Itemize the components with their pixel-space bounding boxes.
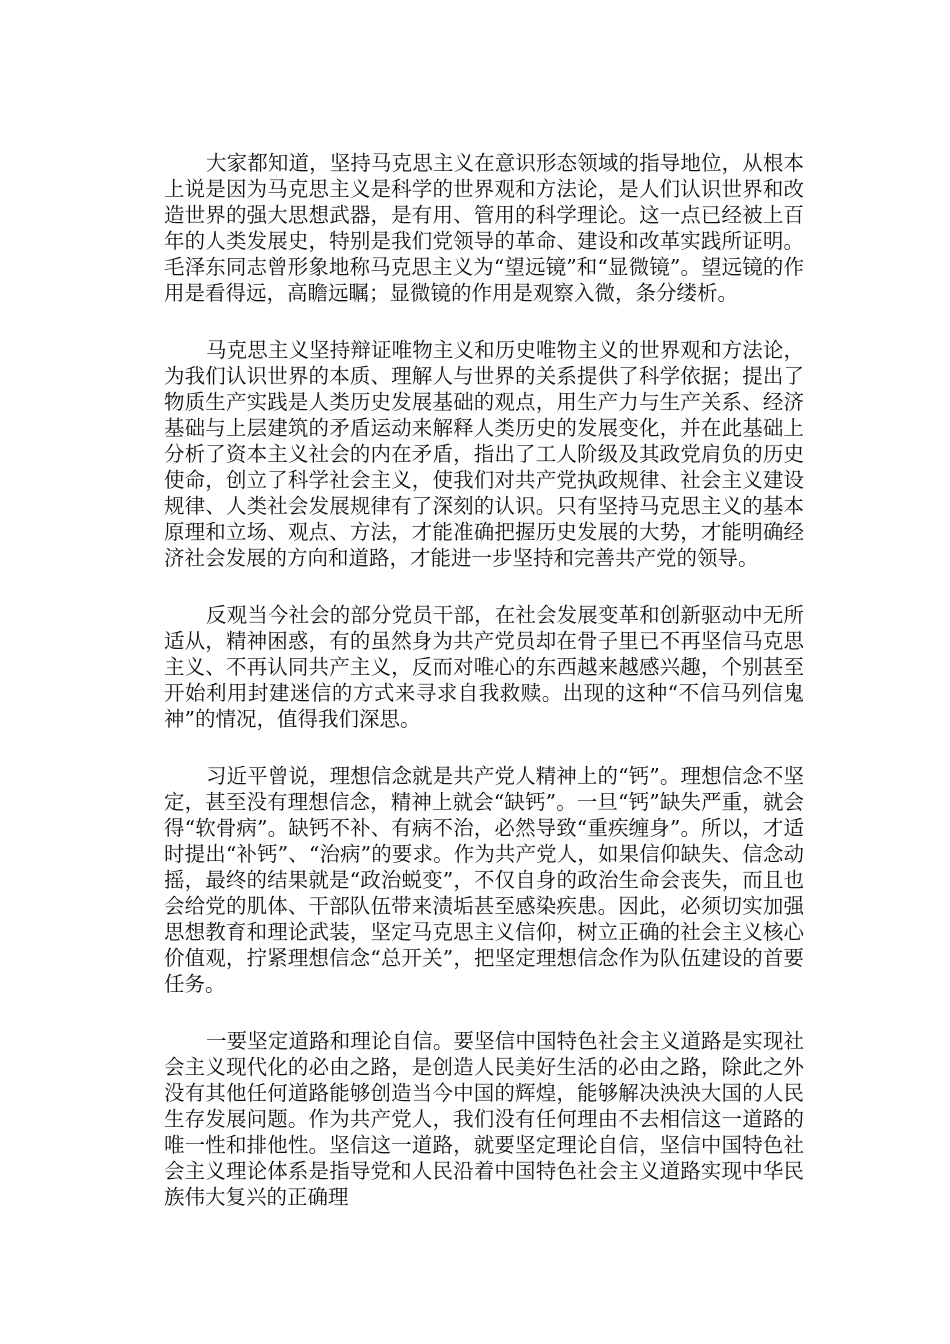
paragraph-2: 马克思主义坚持辩证唯物主义和历史唯物主义的世界观和方法论，为我们认识世界的本质、理解人与世界的关系提供了科学依据；提出了物质生产实践是人类历史发展基础的观点，用生产力与生产关系、经济基础与上层建筑的矛盾运动来解释人类历史的发展变化，并在此基础上分析了资本主义社会的内在矛盾，指出了工人阶级及其政党肩负的历史使命，创立了科学社会主义，使我们对共产党执政规律、社会主义建设规律、人类社会发展规律有了深刻的认识。只有坚持马克思主义的基本原理和立场、观点、方法，才能准确把握历史发展的大势，才能明确经济社会发展的方向和道路，才能进一步坚持和完善共产党的领导。 (164, 338, 804, 570)
paragraph-1: 大家都知道，坚持马克思主义在意识形态领域的指导地位，从根本上说是因为马克思主义是科学的世界观和方法论，是人们认识世界和改造世界的强大思想武器，是有用、管用的科学理论。这一点已经被上百年的人类发展史，特别是我们党领导的革命、建设和改革实践所证明。毛泽东同志曾形象地称马克思主义为“望远镜”和“显微镜”。望远镜的作用是看得远，高瞻远瞩；显微镜的作用是观察入微，条分缕析。 (164, 151, 804, 305)
paragraph-5: 一要坚定道路和理论自信。要坚信中国特色社会主义道路是实现社会主义现代化的必由之路，是创造人民美好生活的必由之路，除此之外没有其他任何道路能够创造当今中国的辉煌，能够解决泱泱大国的人民生存发展问题。作为共产党人，我们没有任何理由不去相信这一道路的唯一性和排他性。坚信这一道路，就要坚定理论自信，坚信中国特色社会主义理论体系是指导党和人民沿着中国特色社会主义道路实现中华民族伟大复兴的正确理 (164, 1029, 804, 1209)
paragraph-3: 反观当今社会的部分党员干部，在社会发展变革和创新驱动中无所适从，精神困惑，有的虽然身为共产党员却在骨子里已不再坚信马克思主义、不再认同共产主义，反而对唯心的东西越来越感兴趣，个别甚至开始利用封建迷信的方式来寻求自我救赎。出现的这种“不信马列信鬼神”的情况，值得我们深思。 (164, 603, 804, 731)
document-body (164, 150, 804, 1241)
paragraph-4: 习近平曾说，理想信念就是共产党人精神上的“钙”。理想信念不坚定，甚至没有理想信念，精神上就会“缺钙”。一旦“钙”缺失严重，就会得“软骨病”。缺钙不补、有病不治，必然导致“重疾缠身”。所以，才适时提出“补钙”、“治病”的要求。作为共产党人，如果信仰缺失、信念动摇，最终的结果就是“政治蜕变”，不仅自身的政治生命会丧失，而且也会给党的肌体、干部队伍带来渍垢甚至感染疾患。因此，必须切实加强思想教育和理论武装，坚定马克思主义信仰，树立正确的社会主义核心价值观，拧紧理想信念“总开关”，把坚定理想信念作为队伍建设的首要任务。 (164, 764, 804, 996)
